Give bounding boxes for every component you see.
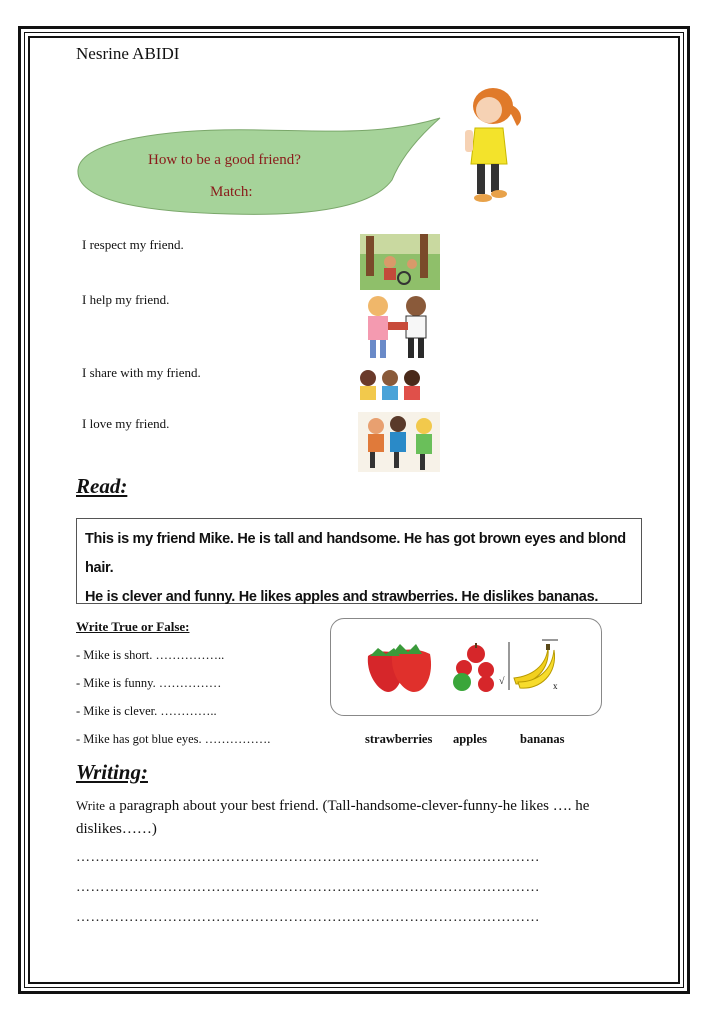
author-name: Nesrine ABIDI xyxy=(76,44,180,63)
label-apples: apples xyxy=(453,732,488,746)
strawberries-picture xyxy=(362,640,438,694)
match-item-love: I love my friend. xyxy=(82,416,170,431)
bubble-title: How to be a good friend? xyxy=(148,152,301,168)
love-picture xyxy=(358,412,440,472)
match-item-respect: I respect my friend. xyxy=(82,237,184,252)
tf-item-blue-eyes: - Mike has got blue eyes. ……………. xyxy=(76,732,271,746)
tf-item-clever: - Mike is clever. ………….. xyxy=(76,704,217,718)
share-picture xyxy=(356,368,424,406)
writing-instruction-text: a paragraph about your best friend. (Tall-handsome-clever-funny-he likes …. he dislikes……) xyxy=(76,798,590,837)
writing-instruction-prefix: Write xyxy=(76,798,106,813)
writing-line-1: …………………………………………………………………………………… xyxy=(76,850,540,865)
apples-tick-mark: √ xyxy=(499,676,505,687)
help-picture xyxy=(358,292,438,360)
respect-picture xyxy=(360,234,440,290)
read-heading: Read: xyxy=(76,474,128,498)
reading-text-box xyxy=(76,518,642,604)
match-item-share: I share with my friend. xyxy=(82,365,201,380)
true-false-heading: Write True or False: xyxy=(76,619,190,634)
bananas-cross-mark: x xyxy=(553,681,558,691)
writing-heading: Writing: xyxy=(76,760,148,784)
match-item-help: I help my friend. xyxy=(82,292,170,307)
apples-picture xyxy=(450,640,502,692)
writing-line-3: …………………………………………………………………………………… xyxy=(76,910,540,925)
label-strawberries: strawberries xyxy=(365,732,433,746)
girl-illustration xyxy=(455,84,527,206)
speech-bubble xyxy=(0,0,720,240)
tf-item-funny: - Mike is funny. …………… xyxy=(76,676,222,690)
reading-line-2: He is clever and funny. He likes apples and strawberries. He dislikes bananas. xyxy=(85,589,599,605)
writing-line-2: …………………………………………………………………………………… xyxy=(76,880,540,895)
bubble-match-label: Match: xyxy=(210,184,253,200)
label-bananas: bananas xyxy=(520,732,565,746)
reading-line-1: This is my friend Mike. He is tall and handsome. He has got brown eyes and blond hair. xyxy=(85,531,626,576)
writing-instruction xyxy=(76,794,636,841)
tf-item-short: - Mike is short. …………….. xyxy=(76,648,225,662)
